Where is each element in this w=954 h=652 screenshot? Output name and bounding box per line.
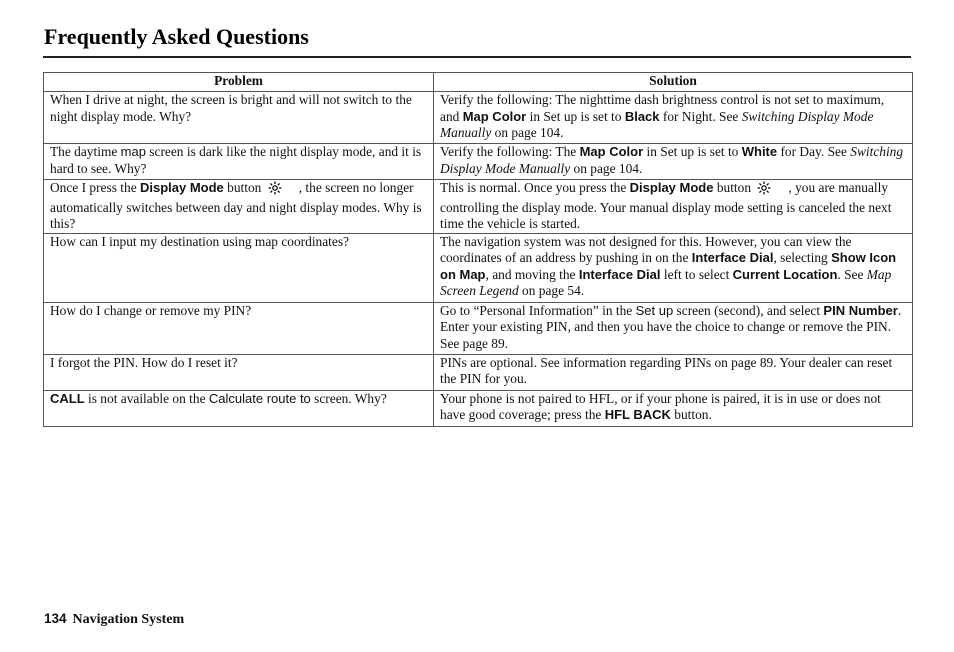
solution-cell [434, 391, 913, 427]
solution-text: , selecting [773, 250, 832, 266]
table-row [44, 391, 913, 427]
solution-text: Go to “Personal Information” in the [440, 303, 636, 319]
solution-cell [434, 144, 913, 180]
reference-link: Map Screen Legend [440, 266, 892, 299]
problem-text: screen. Why? [310, 391, 387, 407]
display-mode-label: Display Mode [629, 180, 714, 196]
problem-cell [44, 234, 434, 303]
title-divider [43, 56, 911, 58]
table-row [44, 180, 913, 234]
solution-text: for Day. See [777, 144, 851, 160]
problem-text: How do I change or remove my PIN? [50, 303, 252, 319]
problem-text: Once I press the [50, 180, 140, 196]
solution-cell [434, 92, 913, 144]
set-up-screen-label: Set up [635, 303, 674, 319]
hfl-back-label: HFL BACK [604, 407, 671, 423]
problem-cell [44, 391, 434, 427]
solution-text: on page 54. [518, 283, 585, 299]
solution-text: button. [670, 407, 712, 423]
problem-cell [44, 180, 434, 234]
problem-cell [44, 144, 434, 180]
sun-moon-icon [267, 181, 297, 199]
solution-text: on page 104. [570, 160, 643, 176]
footer-section-title: Navigation System [72, 612, 185, 627]
calculate-route-screen-label: Calculate route to [208, 391, 311, 407]
map-color-label: Map Color [579, 144, 644, 160]
problem-text: How can I input my destination using map coordinates? [50, 234, 349, 250]
column-header-problem: Problem [44, 73, 434, 92]
reference-link: Switching Display Mode Manually [440, 108, 874, 140]
table-row [44, 355, 913, 391]
page-number: 134 [44, 611, 67, 626]
problem-text: is not available on the [84, 391, 209, 407]
map-screen-label: map [120, 144, 146, 160]
solution-text: Verify the following: The [440, 144, 580, 160]
problem-text: , the screen no longer automatically switches between day and night display modes. Why is this? [50, 180, 422, 231]
table-row [44, 92, 913, 144]
problem-text: screen is dark like the night display mode, and it is hard to see. Why? [50, 144, 422, 176]
solution-text: , and moving the [485, 266, 579, 282]
solution-text: in Set up is set to [526, 108, 625, 124]
column-header-solution: Solution [434, 73, 913, 92]
solution-text: PINs are optional. See information regarding PINs on page 89. Your dealer can reset the PIN for you. [440, 355, 893, 387]
solution-text: This is normal. Once you press the [440, 180, 630, 196]
white-label: White [741, 144, 778, 160]
solution-cell [434, 234, 913, 303]
solution-text: , you are manually controlling the display mode. Your manual display mode setting is canceled the next time the vehicle is started. [440, 180, 892, 231]
solution-text: for Night. See [659, 108, 742, 124]
solution-text: left to select [660, 266, 733, 282]
problem-cell [44, 92, 434, 144]
solution-cell [434, 355, 913, 391]
problem-cell [44, 355, 434, 391]
interface-dial-label: Interface Dial [691, 250, 774, 266]
solution-cell [434, 303, 913, 355]
solution-text: button [713, 180, 755, 196]
faq-table [43, 72, 913, 427]
solution-text: The navigation system was not designed for this. However, you can view the coordinates of an address by pushing in on the [440, 234, 852, 266]
page-footer [44, 611, 184, 628]
map-color-label: Map Color [462, 108, 527, 124]
interface-dial-label: Interface Dial [578, 266, 661, 282]
table-row [44, 303, 913, 355]
solution-cell [434, 180, 913, 234]
problem-text: I forgot the PIN. How do I reset it? [50, 355, 238, 371]
table-header-row [44, 73, 913, 92]
problem-text: The daytime [50, 144, 121, 160]
table-row [44, 234, 913, 303]
current-location-label: Current Location [732, 266, 838, 282]
table-row [44, 144, 913, 180]
problem-cell [44, 303, 434, 355]
problem-text: button [223, 180, 265, 196]
show-icon-on-map-label: Show Icon on Map [440, 250, 897, 282]
problem-text: When I drive at night, the screen is bright and will not switch to the night display mode. Why? [50, 92, 412, 124]
pin-number-label: PIN Number [823, 303, 898, 319]
display-mode-label: Display Mode [139, 180, 224, 196]
solution-text: screen (second), and select [673, 303, 824, 319]
call-label: CALL [50, 391, 85, 407]
sun-moon-icon [756, 181, 786, 199]
solution-text: in Set up is set to [643, 144, 742, 160]
reference-link: Switching Display Mode Manually [440, 144, 904, 176]
page-title: Frequently Asked Questions [44, 24, 309, 49]
solution-text: on page 104. [491, 124, 564, 140]
solution-text: Your phone is not paired to HFL, or if your phone is paired, it is in use or does not have good coverage; press the [440, 391, 881, 423]
solution-text: . See [837, 266, 867, 282]
solution-text: Verify the following: The nighttime dash brightness control is not set to maximum, and [440, 92, 885, 124]
solution-text: . Enter your existing PIN, and then you have the choice to change or remove the PIN. See page 89. [440, 303, 902, 351]
black-label: Black [624, 108, 660, 124]
